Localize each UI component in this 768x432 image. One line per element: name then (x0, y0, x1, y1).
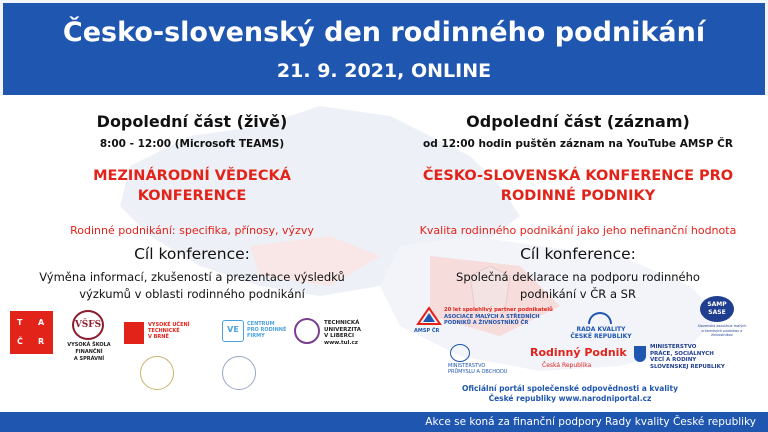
samp-line-1: SAMP (707, 301, 727, 308)
vut-line-1: VYSOKÉ UČENÍ (148, 322, 190, 328)
footer-bar (0, 412, 768, 432)
afternoon-section (383, 112, 768, 303)
mpo-logo-text (448, 363, 508, 375)
tacr-logo (10, 311, 53, 354)
university-seal-logo (140, 356, 174, 390)
samp-line-2: SASE (708, 309, 726, 316)
portal-line-2: České republiky www.narodniportal.cz (488, 394, 652, 403)
morning-goal-line-2: výzkumů v oblasti rodinného podnikání (79, 287, 305, 301)
vsfs-line-2: FINANČNÍ (75, 349, 103, 355)
vsfs-logo-text (64, 342, 114, 363)
amsp-line-1: 20 let spolehlivý partner podnikatelů (444, 307, 553, 313)
vut-logo-mark (124, 322, 144, 344)
afternoon-time: od 12:00 hodin puštěn záznam na YouTube AMSP ČR (423, 138, 733, 150)
samp-logo-text (692, 324, 752, 338)
rkcr-line-1: RADA KVALITY (576, 326, 626, 333)
mpsv-line-2: PRÁCE, SOCIÁLNYCH (650, 350, 714, 357)
tul-line-4: www.tul.cz (324, 339, 358, 346)
morning-heading: Dopolední část (živě) (96, 112, 288, 131)
morning-goal-heading: Cíl konference: (134, 245, 250, 263)
amsp-short-name: AMSP ČR (414, 328, 440, 334)
vut-logo-text (148, 322, 208, 340)
tacr-letter-c: Č (17, 337, 23, 346)
footer-text: Akce se koná za finanční podpory Rady kvality České republiky (425, 416, 756, 428)
tacr-letter-r: R (38, 337, 45, 346)
amsp-logo-text (444, 307, 554, 327)
morning-goal-text (0, 269, 387, 303)
morning-topic: Rodinné podnikání: specifika, přínosy, výzvy (70, 224, 314, 237)
tul-logo-text (324, 320, 372, 346)
amsp-logo-mark (416, 306, 442, 326)
rodinny-podnik-subtitle: Česká Republika (542, 362, 592, 369)
tacr-letter-a: A (38, 318, 45, 327)
rkcr-line-2: ČESKÉ REPUBLIKY (570, 333, 632, 340)
samp-line-3: Slovenská asociácia malých (697, 324, 747, 328)
mpsv-line-3: VECÍ A RODINY (650, 357, 697, 364)
samp-line-4: a stredných podnikov a živnostníkov (701, 328, 743, 337)
amsp-line-2: ASOCIACE MALÝCH A STŘEDNÍCH (444, 313, 540, 320)
afternoon-conference-name (383, 166, 768, 210)
morning-time: 8:00 - 12:00 (Microsoft TEAMS) (99, 138, 285, 150)
vsfs-logo-mark: VŠFS (72, 310, 104, 340)
mpo-line-1: MINISTERSTVO (448, 363, 486, 369)
afternoon-topic: Kvalita rodinného podnikání jako jeho nefinanční hodnota (419, 224, 737, 237)
event-title: Česko-slovenský den rodinného podnikání (62, 17, 706, 48)
mpsv-line-4: SLOVENSKEJ REPUBLIKY (650, 363, 725, 370)
portal-text (440, 384, 700, 404)
morning-conference-line-1: MEZINÁRODNÍ VĚDECKÁ (93, 168, 291, 184)
mpo-logo-mark (450, 344, 470, 362)
afternoon-heading: Odpolední část (záznam) (466, 112, 690, 131)
morning-section (0, 112, 387, 303)
event-date: 21. 9. 2021, ONLINE (276, 60, 492, 82)
university-seal-logo-2 (222, 356, 256, 390)
afternoon-goal-line-1: Společná deklarace na podporu rodinného (456, 270, 700, 284)
samp-logo-mark (700, 296, 734, 322)
morning-conference-name (0, 166, 387, 210)
vut-line-3: V BRNĚ (148, 334, 169, 340)
morning-conference-line-2: KONFERENCE (137, 188, 247, 204)
tul-logo-mark (294, 318, 320, 344)
morning-goal-line-1: Výměna informací, zkušeností a prezentace výsledků (39, 270, 345, 284)
afternoon-goal-heading: Cíl konference: (520, 245, 636, 263)
tul-line-1: TECHNICKÁ (324, 320, 360, 326)
tul-line-2: UNIVERZITA (324, 326, 361, 333)
afternoon-conference-line-2: RODINNÉ PODNIKY (500, 188, 656, 204)
vsfs-line-3: A SPRÁVNÍ (73, 356, 105, 362)
cprf-logo-text (247, 321, 297, 339)
mpo-line-2: PRŮMYSLU A OBCHODU (448, 369, 508, 375)
mpsv-logo-mark (634, 346, 646, 362)
cprf-line-2: PRO RODINNÉ (247, 327, 287, 333)
rkcr-logo-text (566, 326, 636, 340)
afternoon-goal-line-2: podnikání v ČR a SR (520, 287, 636, 301)
afternoon-conference-line-1: ČESKO-SLOVENSKÁ KONFERENCE PRO (422, 168, 734, 184)
tacr-letter-t: T (17, 318, 23, 327)
mpsv-logo-text (650, 344, 760, 370)
rodinny-podnik-logo: Rodinný Podnik (530, 346, 627, 359)
vsfs-line-1: VYSOKÁ ŠKOLA (67, 342, 111, 348)
cprf-line-1: CENTRUM (247, 321, 275, 327)
vut-line-2: TECHNICKÉ (148, 328, 180, 334)
cprf-line-3: FIRMY (247, 333, 265, 339)
tul-line-3: V LIBERCI (324, 333, 354, 339)
header-banner (0, 0, 768, 95)
mpsv-line-1: MINISTERSTVO (650, 344, 697, 350)
amsp-line-3: PODNIKŮ A ŽIVNOSTNÍKŮ ČR (444, 320, 529, 326)
cprf-logo-mark: VE (222, 320, 244, 342)
portal-line-1: Oficiální portál společenské odpovědnosti a kvality (462, 384, 678, 393)
